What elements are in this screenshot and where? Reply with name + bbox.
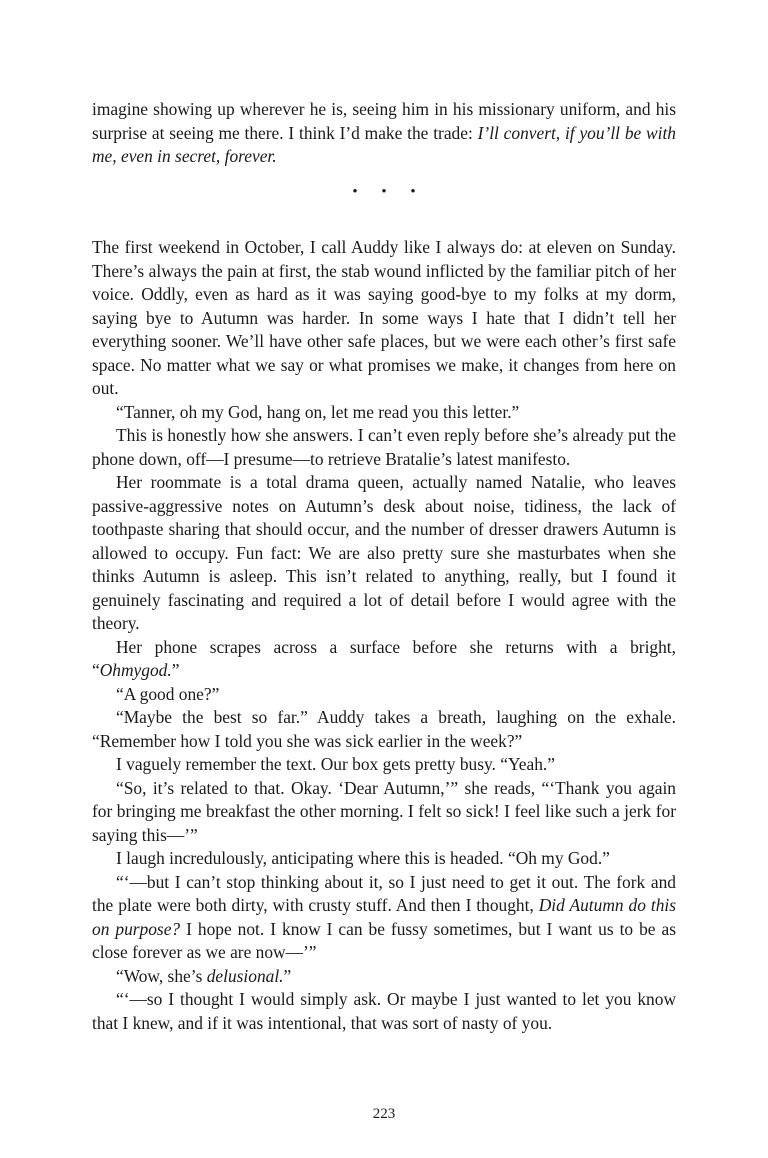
- paragraph: [92, 706, 676, 753]
- paragraph: [92, 777, 676, 848]
- text-run: imagine showing up wherever he is, seeing him in his missionary uniform, and his surprise at seeing me there. I think I’d make the trade:: [92, 99, 676, 143]
- text-before-break: [92, 98, 676, 169]
- text-run: “So, it’s related to that. Okay. ‘Dear Autumn,’” she reads, “‘Thank you again for bringing me breakfast the other morning. I felt so sick! I feel like such a jerk for saying this—’”: [92, 777, 676, 845]
- text-run: This is honestly how she answers. I can’t even reply before she’s already put the phone down, off—I presume—to retrieve Bratalie’s latest manifesto.: [92, 425, 676, 469]
- paragraph: [92, 683, 676, 707]
- paragraph: [92, 471, 676, 636]
- text-run: “Maybe the best so far.” Auddy takes a breath, laughing on the exhale. “Remember how I told you she was sick earlier in the week?”: [92, 707, 676, 751]
- text-run: Her phone scrapes across a surface before she returns with a bright, “: [92, 636, 676, 680]
- text-run: ”: [171, 660, 180, 680]
- paragraph: [92, 988, 676, 1035]
- italic-text: Did Autumn do this on purpose?: [92, 895, 676, 939]
- text-run: “Wow, she’s: [116, 965, 207, 986]
- paragraph: [92, 98, 676, 169]
- italic-text: Ohmygod.: [99, 660, 172, 680]
- text-run: The first weekend in October, I call Auddy like I always do: at eleven on Sunday. There’s always the pain at first, the stab wound inflicted by the familiar pitch of her voice. Oddly, even as hard as it was saying good-bye to my folks at my dorm, saying bye to Autumn was harder. In some ways I hate that I didn’t tell her everything sooner. We’ll have other safe places, but we were each other’s first safe space. No matter what we say or what promises we make, it changes from here on out.: [92, 237, 676, 398]
- paragraph: [92, 847, 676, 871]
- paragraph: [92, 753, 676, 777]
- text-run: “A good one?”: [116, 683, 220, 704]
- text-run: I vaguely remember the text. Our box gets pretty busy. “Yeah.”: [116, 754, 555, 774]
- text-run: Her roommate is a total drama queen, actually named Natalie, who leaves passive-aggressive notes on Autumn’s desk about noise, tidiness, the lack of toothpaste sharing that should occur, and the number of dresser drawers Autumn is allowed to occupy. Fun fact: We are also pretty sure she masturbates when she thinks Autumn is asleep. This isn’t related to anything, really, but I found it genuinely fascinating and required a lot of detail before I would agree with the theory.: [92, 472, 676, 633]
- section-break: • • •: [352, 183, 426, 200]
- paragraph: [92, 424, 676, 471]
- text-run: I laugh incredulously, anticipating where this is headed. “Oh my God.”: [116, 848, 610, 868]
- text-run: “‘—but I can’t stop thinking about it, so I just need to get it out. The fork and the plate were both dirty, with crusty stuff. And then I thought,: [92, 871, 676, 915]
- text-run: ”: [283, 965, 292, 986]
- italic-text: I’ll convert, if you’ll be with me, even in secret, forever.: [92, 122, 676, 166]
- text-run: “Tanner, oh my God, hang on, let me read you this letter.”: [116, 401, 520, 422]
- text-run: I hope not. I know I can be fussy sometimes, but I want us to be as close forever as we are now—’”: [92, 918, 676, 962]
- paragraph: [92, 965, 676, 989]
- paragraph: [92, 636, 676, 683]
- paragraph: [92, 401, 676, 425]
- paragraph: [92, 871, 676, 965]
- italic-text: delusional.: [206, 965, 284, 986]
- page-number: 223: [372, 1106, 396, 1122]
- paragraph: [92, 236, 676, 401]
- text-run: “‘—so I thought I would simply ask. Or maybe I just wanted to let you know that I knew, and if it was intentional, that was sort of nasty of you.: [92, 989, 676, 1033]
- page-body: [92, 98, 676, 1035]
- text-after-break: [92, 236, 676, 1035]
